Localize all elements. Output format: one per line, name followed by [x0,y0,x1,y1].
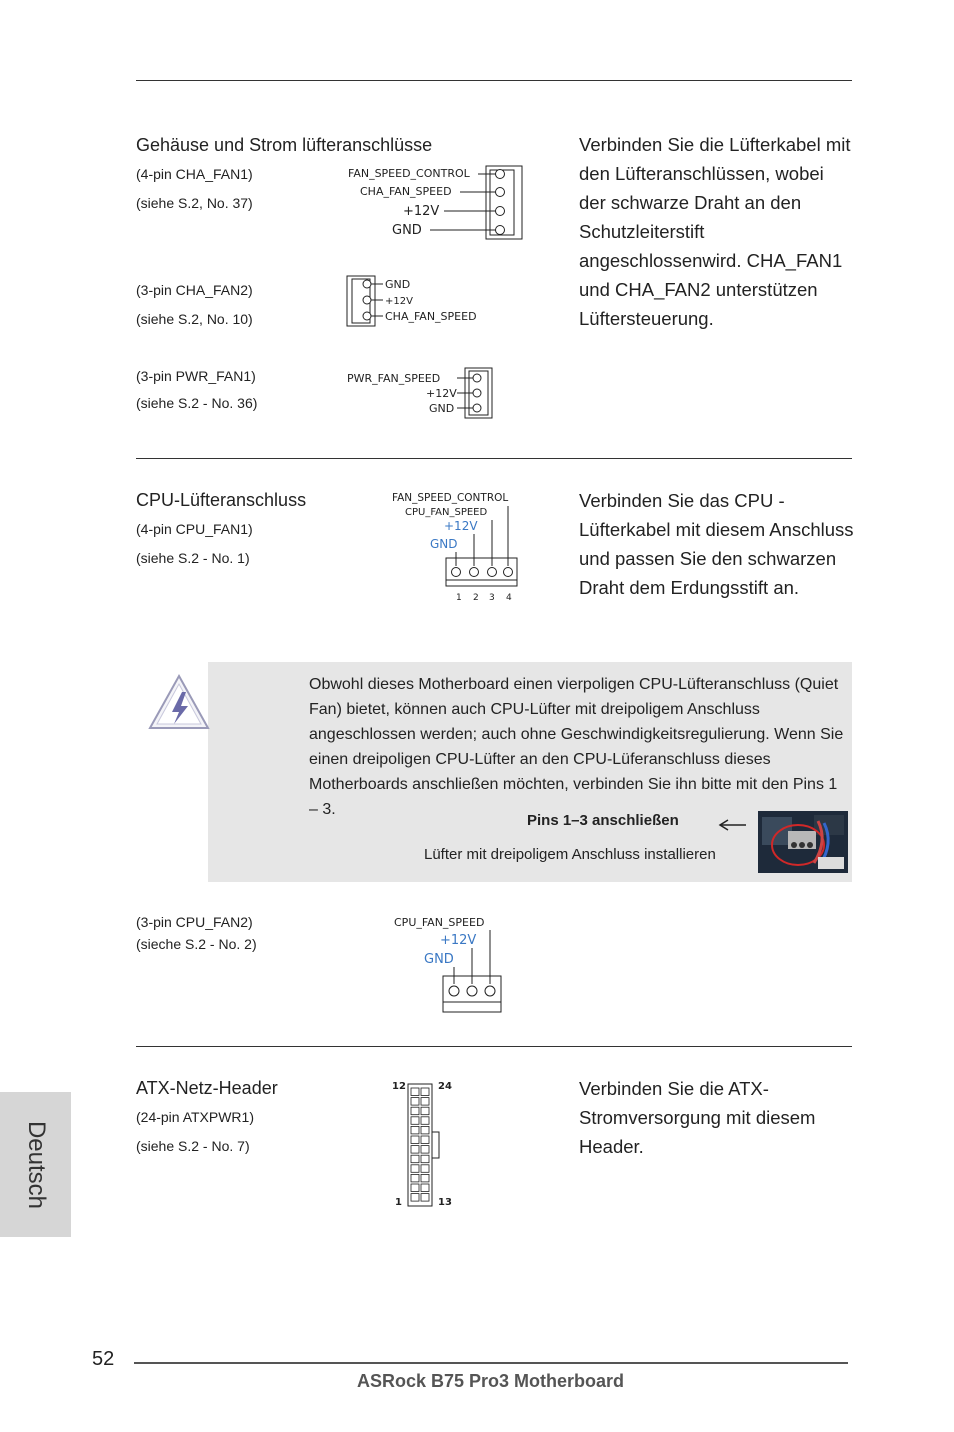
atx-pin [421,1098,429,1106]
pin-label: PWR_FAN_SPEED [347,372,441,385]
atx-pin [411,1174,419,1182]
atx-pin [411,1088,419,1096]
pin-label: GND [429,402,455,415]
atx-pin [411,1107,419,1115]
pin-label: FAN_SPEED_CONTROL [348,167,470,180]
atx-pin [421,1184,429,1192]
cha-fan2-diagram [345,274,505,330]
atx-pin [411,1194,419,1202]
atx-pin [421,1107,429,1115]
install-caption: Lüfter mit dreipoligem Anschluss installieren [424,846,716,863]
atx-pin [411,1146,419,1154]
pin-label: GND [392,223,422,238]
pin-number: 3 [489,593,495,603]
pin-label: +12V [403,204,440,219]
atx-pin [421,1088,429,1096]
pin-label: FAN_SPEED_CONTROL [392,492,509,504]
pwr-fan1-diagram [345,366,500,420]
pin-number: 4 [506,593,512,603]
atx-pin [411,1165,419,1173]
cha-fan1-diagram [340,160,530,245]
atx-pin [421,1146,429,1154]
pin-label: GND [430,537,458,551]
atx-pin [411,1098,419,1106]
pin-label: 24 [438,1081,452,1092]
chassis-fan-title: Gehäuse und Strom lüfteranschlüsse [136,135,433,155]
pin-label: GND [385,278,411,291]
cpu-fan2-ref: (sieche S.2 - No. 2) [136,936,257,952]
atx-pin [421,1136,429,1144]
pin-label: GND [424,952,454,967]
page-number: 52 [92,1348,115,1370]
atx-description: Verbinden Sie die ATX-Stromversorgung mit diesem Header. [579,1078,816,1157]
atx-pin [411,1117,419,1125]
footer-title: ASRock B75 Pro3 Motherboard [357,1371,625,1391]
pin-number: 2 [473,593,479,603]
atx-pin [421,1165,429,1173]
cpu-fan1-ref: (siehe S.2 - No. 1) [136,550,250,566]
pin-label: 12 [392,1081,406,1092]
cpu-fan2-label: (3-pin CPU_FAN2) [136,914,253,930]
cpu-fan-description: Verbinden Sie das CPU - Lüfterkabel mit diesem Anschluss und passen Sie den schwarzen Draht dem Erdungsstift an. [579,490,854,598]
atx-pin [421,1155,429,1163]
section-divider [136,1046,852,1047]
pin-label: +12V [426,387,457,400]
fan-connector-photo [758,811,848,873]
cpu-fan1-label: (4-pin CPU_FAN1) [136,521,253,537]
language-side-tab [0,1092,71,1237]
pin-label: +12V [444,519,478,533]
cpu-fan2-diagram [390,912,510,1016]
atx-label: (24-pin ATXPWR1) [136,1109,254,1125]
section-divider [136,458,852,459]
warning-icon [146,672,212,732]
top-rule [136,80,852,81]
atx-24pin-diagram [386,1076,466,1212]
atx-pin [411,1155,419,1163]
cpu-fan1-diagram [388,488,528,606]
cha-fan2-label: (3-pin CHA_FAN2) [136,282,253,298]
atx-pin [411,1136,419,1144]
pins-connect-label: Pins 1–3 anschließen [527,812,679,829]
pin-label: CPU_FAN_SPEED [394,916,485,929]
atx-pin [411,1184,419,1192]
pin-label: 13 [438,1197,452,1208]
atx-pin [421,1194,429,1202]
pin-label: CPU_FAN_SPEED [405,507,488,518]
atx-pin [421,1126,429,1134]
atx-header-title: ATX-Netz-Header [136,1078,278,1098]
pin-label: CHA_FAN_SPEED [385,310,477,323]
pwr-fan1-label: (3-pin PWR_FAN1) [136,368,256,384]
pin-label: 1 [395,1197,402,1208]
pwr-fan1-ref: (siehe S.2 - No. 36) [136,395,258,411]
atx-pin-grid [411,1088,429,1201]
atx-ref: (siehe S.2 - No. 7) [136,1138,250,1154]
pin-label: +12V [385,296,413,307]
pin-label: CHA_FAN_SPEED [360,185,452,198]
cpu-fan-title: CPU-Lüfteranschluss [136,490,307,510]
atx-pin [421,1117,429,1125]
caution-note-text: Obwohl dieses Motherboard einen vierpoligen CPU-Lüfteranschluss (Quiet Fan) bietet, können auch CPU-Lüfter mit dreipoligem Anschluss angeschlossen werden; auch ohne Geschwindigkeitsregulierung. Wenn Sie einen dreipoligen CPU-Lüfter an den CPU-Lüferanschluss dieses Motherboards anschließen möchten, verbinden Sie ihn bitte mit den Pins 1 – 3. [309,676,844,818]
atx-pin [421,1174,429,1182]
arrow-left-icon [716,818,748,832]
pin-label: +12V [440,933,477,948]
side-tab-label: Deutsch [22,1120,50,1209]
cha-fan1-ref: (siehe S.2, No. 37) [136,195,253,211]
atx-pin [411,1126,419,1134]
chassis-fan-description: Verbinden Sie die Lüfterkabel mit den Lüfteranschlüssen, wobei der schwarze Draht an den Schutzleiterstift angeschlossenwird. CHA_FAN1 und CHA_FAN2 unterstützen Lüftersteuerung. [579,134,851,329]
footer-rule [134,1362,848,1364]
pin-number: 1 [456,593,462,603]
cha-fan1-label: (4-pin CHA_FAN1) [136,166,253,182]
cha-fan2-ref: (siehe S.2, No. 10) [136,311,253,327]
